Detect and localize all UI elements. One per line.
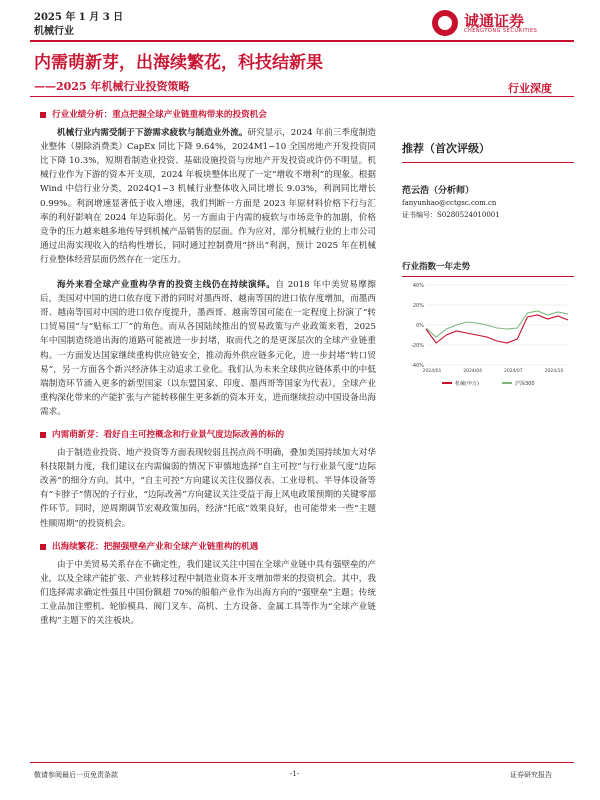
x-tick-label: 2024/07 [503, 369, 523, 374]
header-rule [30, 40, 574, 42]
page-number: -1- [290, 770, 300, 778]
logo-text-en: CHENGTONG SECURITIES [464, 28, 538, 34]
analyst-email: fanyunhao@cctgsc.com.cn [402, 199, 497, 207]
paragraph [40, 126, 376, 267]
legend-label: 沪深300 [515, 381, 535, 387]
rating-rule [402, 162, 574, 163]
analyst-name: 范云浩（分析师） [402, 186, 475, 196]
paragraph: 由于中美贸易关系存在不确定性，我们建议关注中国在全球产业链中具有强壁垒的产业，以及全球产能扩张、产业转移过程中制造业资本开支增加带来的投资机会。其中，我们选择需求确定性强且中国份额超 70%的船舶产业作为出海方向的“强壁垒”主题；传统工业品加注塑机、轮胎模具、阀门叉车、高机、土方设备、金属工具等作为“全球产业链重构”主题下的关注板块。 [40, 559, 376, 627]
footer-label: 证券研究报告 [510, 771, 552, 779]
paragraph: 由于制造业投资、地产投资等方面表现较弱且拐点尚不明确，叠加美国持续加大对华科技限制力度，我们建议在内需偏弱的情况下审慎地选择“自主可控”与行业景气度“边际改善”的细分方向。其中，“自主可控”方向建议关注仪器仪表、工业母机、半导体设备等有“卡脖子”情况的子行业，“边际改善”方向建议关注受益于海上风电政策预期的关键零部件环节。同时，逆周期调节宏观政策加码，经济“托底”效果良好，也可能带来一些“主题性顺周期”的投资机会。 [40, 448, 376, 529]
sidebar [402, 108, 574, 397]
y-tick-label: 40% [412, 283, 424, 289]
y-tick-label: 0% [416, 323, 424, 329]
x-tick-label: 2024/04 [463, 369, 483, 374]
paragraph [40, 278, 376, 419]
lead-sentence: 机械行业内需受制于下游需求疲软与制造业外流。 [57, 128, 248, 139]
report-type: 行业深度 [508, 82, 552, 95]
report-date: 2025 年 1 月 3 日 [34, 12, 124, 23]
chart-title: 行业指数一年走势 [402, 262, 471, 272]
x-tick-label: 2024/10 [544, 369, 564, 374]
lead-sentence: 海外来看全球产业重构孕育的投资主线仍在持续演绎。 [57, 280, 276, 291]
footer-rule [30, 762, 574, 763]
report-subtitle: ——2025 年机械行业投资策略 [34, 80, 190, 93]
title-rule [30, 96, 574, 97]
legend-label: 机械(申万) [455, 381, 479, 387]
section-heading: 行业业绩分析：重点把握全球产业链重构带来的投资机会 [40, 108, 376, 122]
x-tick-label: 2024/01 [422, 369, 442, 374]
chart-rule [402, 276, 574, 277]
footer-disclaimer: 敬请参阅最后一页免责条款 [34, 771, 118, 779]
main-content [40, 108, 376, 631]
analyst-cert: 证书编号：S0280524010001 [402, 211, 500, 219]
report-title: 内需萌新芽，出海续繁花，科技结新果 [34, 53, 323, 73]
series-line [426, 311, 568, 337]
report-industry: 机械行业 [34, 26, 74, 37]
section-heading: 内需萌新芽：看好自主可控概念和行业景气度边际改善的标的 [40, 428, 376, 442]
section-heading: 出海续繁花：把握强壁垒产业和全球产业链重构的机遇 [40, 540, 376, 554]
paragraph-text: 研究显示，2024 年前三季度制造业整体（剔除消费类）CapEx 同比下降 9.64%，2024M1~10 全国房地产开发投资同比下降 10.3%，短期看制造业投资、基础设施投资与房地产开发投资或许仍不明显。机械行业作为下游的资本开支项，2024 年板块整体出现了一定“增收不增利”的现象。根据 Wind 中信行业分类，2024Q1~3 机械行业整体收入同比增长 9.03%，利润同比增长 0.99%。利润增速显著低于收入增速，我们判断一方面是 2023 年原材料价格下行与汇率的利好影响在 2024 年边际弱化。另一方面由于内需的疲软与市场竞争的加剧，价格竞争的压力越来越多地传导到机械产品销售的层面。作为应对，部分机械行业的上市公司通过出海实现收入的结构性增长，同时通过控制费用“挤出”利润，预计 2025 年在机械行业整体经营层面仍然存在一定压力。 [40, 128, 376, 265]
rating: 推荐（首次评级） [402, 142, 490, 155]
y-tick-label: 20% [412, 303, 424, 309]
broker-logo [432, 10, 572, 38]
y-tick-label: -20% [411, 343, 424, 349]
paragraph-text: 自 2018 年中美贸易摩擦后，美国对中国的进口依存度下滑的同时对墨西哥、越南等国的进口依存度增加，而墨西哥、越南等国对中国的进口依存度提升，墨西哥、越南等国可能在一定程度上扮演了“转口贸易国”与“贴标工厂”的角色。而从各国陆续推出的贸易政策与产业政策来看，2025 年中国制造绕道出海的道路可能被进一步封堵，取而代之的是更深层次的全球产业链重构。一方面发达国家继续重构供应链安全，推动海外供应链多元化，进一步封堵“转口贸易”，另一方面各个新兴经济体主动追求工业化。我们认为未来全球供应链体系中的中低端制造环节涌入更多的新型国家（以东盟国家、印度、墨西哥等国家为代表），全球产业重构深化带来的产能扩张与产能转移催生更多新的资本开支，进而继续拉动中国设备出海需求。 [40, 280, 376, 417]
index-trend-chart [402, 281, 574, 393]
logo-text-cn: 诚通证券 [464, 12, 525, 30]
logo-mark-icon [432, 10, 458, 36]
y-tick-label: -40% [411, 363, 424, 369]
